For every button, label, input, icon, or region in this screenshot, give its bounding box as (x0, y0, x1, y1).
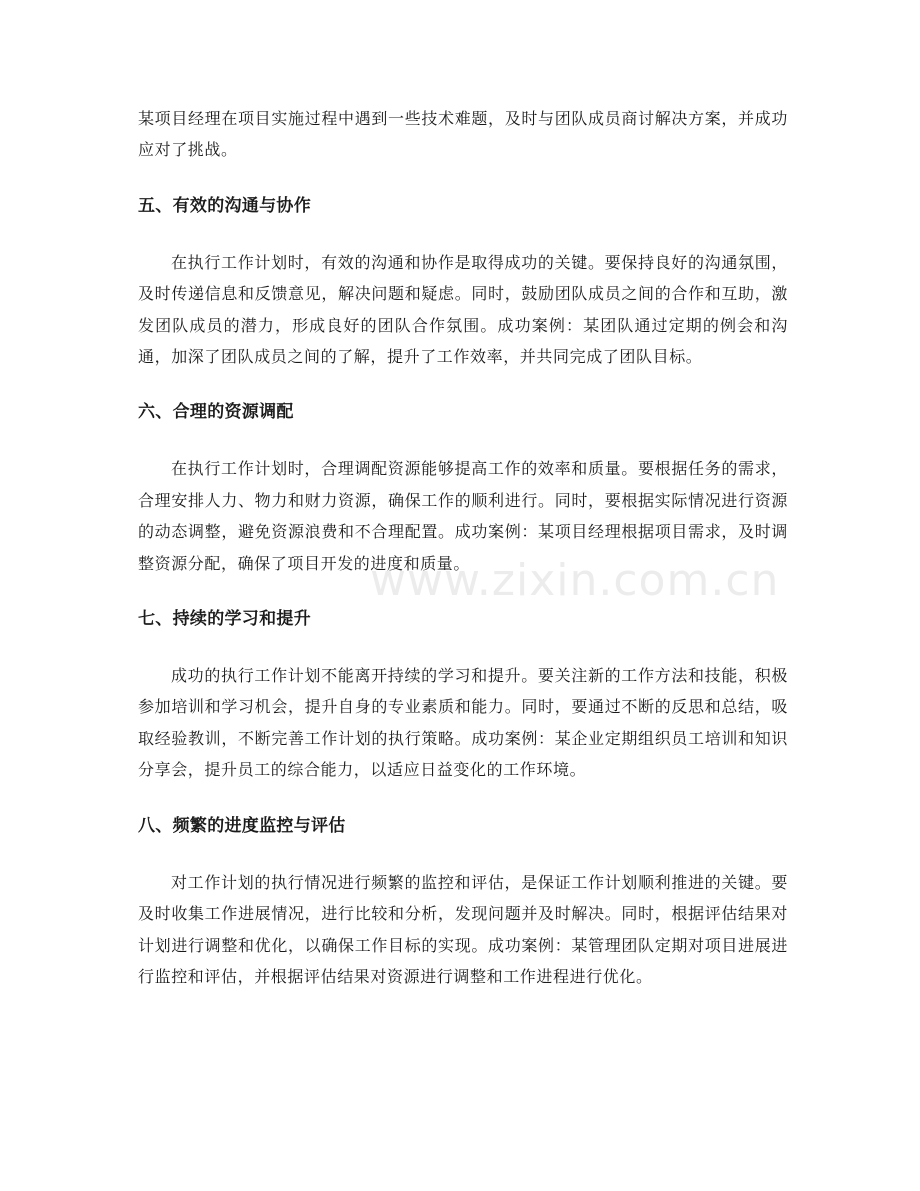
heading-section-7: 七、持续的学习和提升 (138, 609, 311, 630)
watermark: www.zixin.com.cn (370, 555, 780, 606)
document-body (138, 103, 788, 992)
paragraph-section-5: 在执行工作计划时，有效的沟通和协作是取得成功的关键。要保持良好的沟通氛围，及时传递信息和反馈意见，解决问题和疑虑。同时，鼓励团队成员之间的合作和互助，激发团队成员的潜力，形成良好的团队合作氛围。成功案例：某团队通过定期的例会和沟通，加深了团队成员之间的了解，提升了工作效率，并共同完成了团队目标。 (138, 252, 788, 367)
paragraph-intro: 某项目经理在项目实施过程中遇到一些技术难题，及时与团队成员商讨解决方案，并成功应对了挑战。 (138, 109, 788, 160)
heading-section-8: 八、频繁的进度监控与评估 (138, 815, 346, 836)
paragraph-section-7: 成功的执行工作计划不能离开持续的学习和提升。要关注新的工作方法和技能，积极参加培训和学习机会，提升自身的专业素质和能力。同时，要通过不断的反思和总结，吸取经验教训，不断完善工作计划的执行策略。成功案例：某企业定期组织员工培训和知识分享会，提升员工的综合能力，以适应日益变化的工作环境。 (138, 666, 788, 780)
paragraph-section-8: 对工作计划的执行情况进行频繁的监控和评估，是保证工作计划顺利推进的关键。要及时收集工作进展情况，进行比较和分析，发现问题并及时解决。同时，根据评估结果对计划进行调整和优化，以确保工作目标的实现。成功案例：某管理团队定期对项目进展进行监控和评估，并根据评估结果对资源进行调整和工作进程进行优化。 (138, 872, 788, 986)
paragraph-section-6: 在执行工作计划时，合理调配资源能够提高工作的效率和质量。要根据任务的需求，合理安排人力、物力和财力资源，确保工作的顺利进行。同时，要根据实际情况进行资源的动态调整，避免资源浪费和不合理配置。成功案例：某项目经理根据项目需求，及时调整资源分配，确保了项目开发的进度和质量。 (138, 459, 788, 573)
heading-section-5: 五、有效的沟通与协作 (138, 195, 311, 216)
heading-section-6: 六、合理的资源调配 (138, 402, 294, 423)
